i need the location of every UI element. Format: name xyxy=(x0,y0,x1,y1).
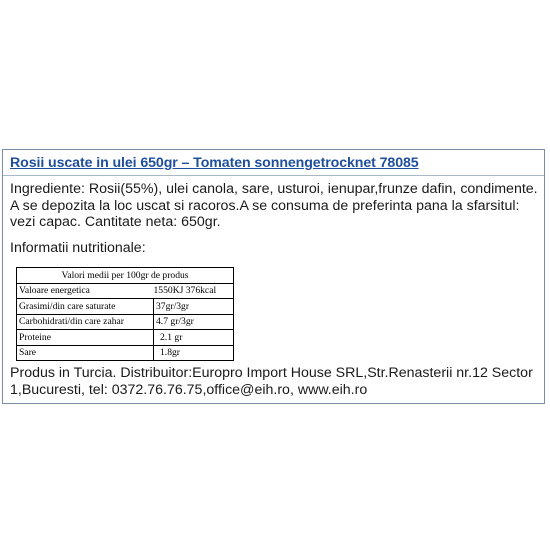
nutrition-row-fat xyxy=(17,299,234,315)
ingredients-text: Ingrediente: Rosii(55%), ulei canola, sare, usturoi, ienupar,frunze dafin, condimente. A se depozita la loc uscat si racoros.A se consuma de preferinta pana la sfarsitul: vezi capac. Cantitate neta: 650gr. xyxy=(10,181,538,230)
nutrition-row-salt xyxy=(17,345,234,361)
nutrition-value: 1550KJ 376kcal xyxy=(154,283,234,299)
nutrition-row-energy xyxy=(17,283,234,299)
nutrition-heading: Informatii nutritionale: xyxy=(10,240,146,256)
nutrition-label: Proteine xyxy=(17,330,154,346)
nutrition-value: 37gr/3gr xyxy=(154,299,234,315)
nutrition-label: Carbohidrati/din care zahar xyxy=(17,314,154,330)
nutrition-table-header-row xyxy=(17,268,234,284)
nutrition-label: Sare xyxy=(17,345,154,361)
nutrition-value: 1.8gr xyxy=(154,345,234,361)
nutrition-value: 4.7 gr/3gr xyxy=(154,314,234,330)
nutrition-table-header: Valori medii per 100gr de produs xyxy=(17,268,234,284)
product-info-card xyxy=(2,149,545,404)
title-divider xyxy=(3,175,544,176)
nutrition-row-protein xyxy=(17,330,234,346)
nutrition-label: Grasimi/din care saturate xyxy=(17,299,154,315)
nutrition-table xyxy=(16,267,234,361)
nutrition-row-carbs xyxy=(17,314,234,330)
nutrition-value: 2.1 gr xyxy=(154,330,234,346)
product-title: Rosii uscate in ulei 650gr – Tomaten sonnengetrocknet 78085 xyxy=(10,155,419,171)
distributor-text: Produs in Turcia. Distribuitor:Europro Import House SRL,Str.Renasterii nr.12 Sector 1,Bucuresti, tel: 0372.76.76.75,office@eih.ro, www.eih.ro xyxy=(10,365,533,398)
nutrition-label: Valoare energetica xyxy=(17,283,154,299)
